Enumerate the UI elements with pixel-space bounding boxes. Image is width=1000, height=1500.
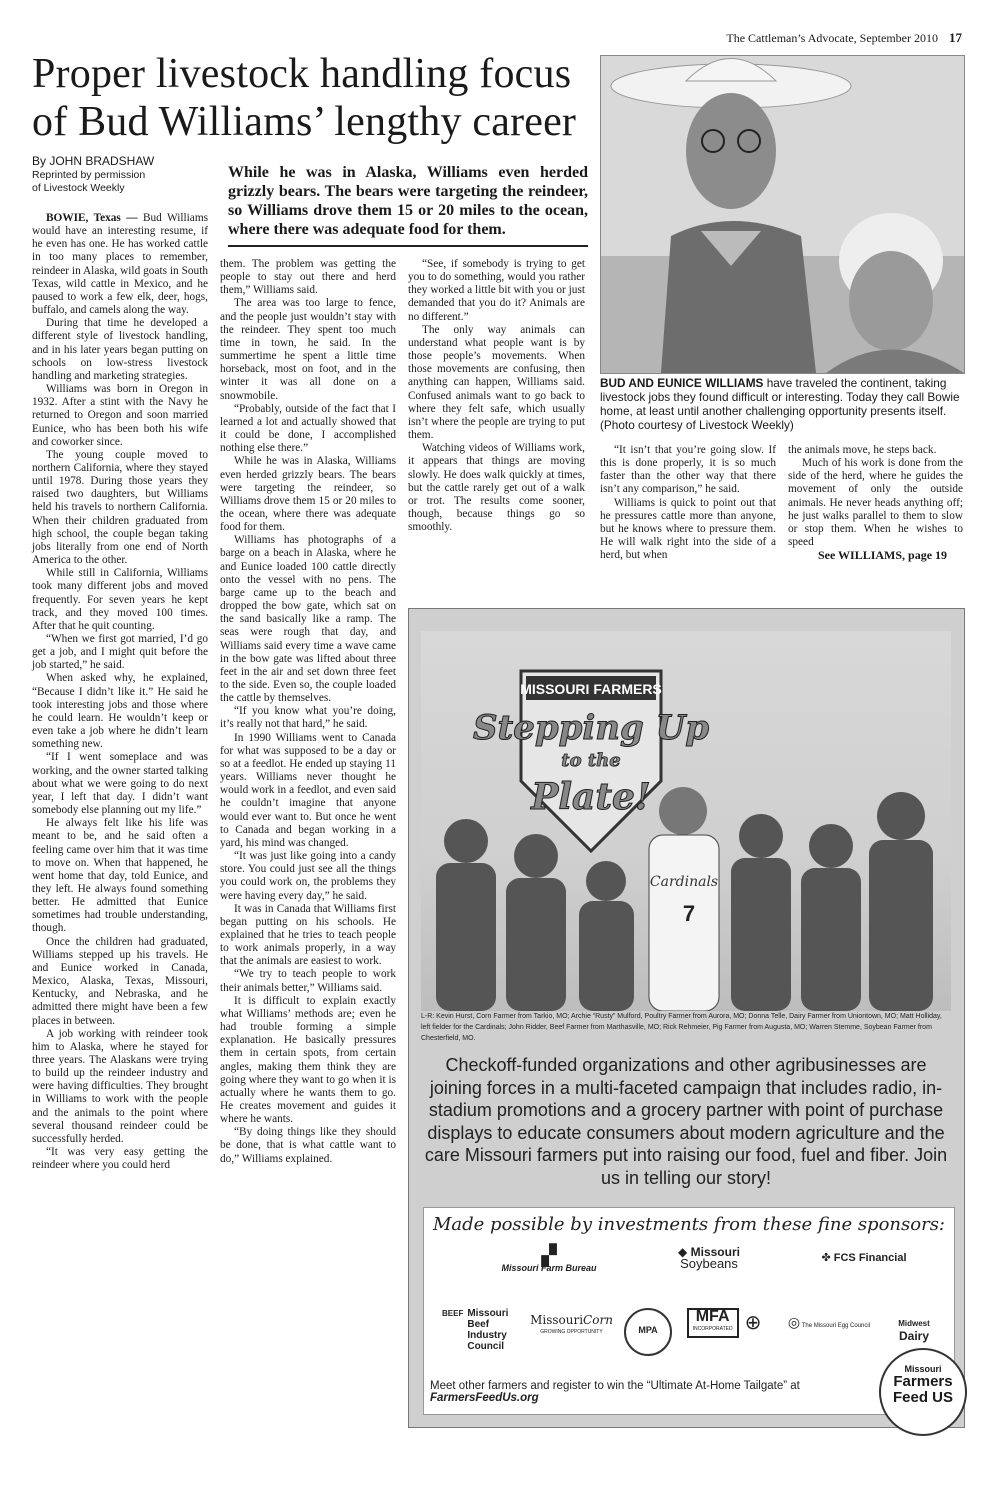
paragraph: “It isn’t that you’re going slow. If this is done properly, it is so much faster than the other way that there isn’t any comparison,” he said. bbox=[600, 444, 776, 496]
paragraph: He always felt like his life was meant to be, and he said often a feeling came over him that it was time to move on. When that happened, he went home that day, told Eunice, and they left. He always found something better. He admitted that Eunice sometimes had trouble understanding, though. bbox=[32, 817, 208, 935]
dateline: BOWIE, Texas — bbox=[46, 212, 138, 224]
paragraph: “See, if somebody is trying to get you to do something, would you rather they worked a little bit with you or just demanded that you do it? Animals are no different.” bbox=[408, 258, 585, 323]
paragraph: “It was very easy getting the reindeer where you could herd bbox=[32, 1146, 208, 1172]
article-column-4 bbox=[600, 444, 776, 562]
state-outline-icon: ◆ bbox=[678, 1245, 688, 1259]
continued-jump-line: See WILLIAMS, page 19 bbox=[817, 548, 948, 563]
farmersfeedus-link[interactable]: FarmersFeedUs.org bbox=[430, 1392, 539, 1404]
byline-source: of Livestock Weekly bbox=[32, 182, 125, 194]
paragraph: Williams was born in Oregon in 1932. After a stint with the Navy he returned to Oregon and soon married Eunice, who has been both his wife and coworker since. bbox=[32, 383, 208, 448]
article-column-5 bbox=[788, 444, 963, 562]
missouri-beef-industry-council-logo: BEEF Missouri Beef Industry Council bbox=[442, 1308, 509, 1352]
paragraph: “By doing things like they should be done, that is what cattle want to do,” Williams explained. bbox=[220, 1126, 396, 1165]
missouri-soybeans-logo: ◆ Missouri Soybeans bbox=[678, 1245, 740, 1271]
missouri-corn-logo: MissouriCorn GROWING OPPORTUNITY bbox=[530, 1313, 613, 1335]
paragraph: Much of his work is done from the side of the herd, where he guides the movement of only the outside animals. He never heads anything off; he just walks parallel to them to slow or stop them. When he wishes to speed bbox=[788, 457, 963, 549]
paragraph: In 1990 Williams went to Canada for what was supposed to be a day or so at a feedlot. He ended up staying 11 years. Williams never thought he would work in a feedlot, and even said he couldn’t imagine that anyone would ever want to. But once he went to Canada and began working in a yard, his mind was changed. bbox=[220, 731, 396, 849]
paragraph: “It was just like going into a candy store. You could just see all the things you could work on, the problems they were having every day,” he said. bbox=[220, 850, 396, 902]
article-column-3 bbox=[408, 258, 585, 534]
paragraph: BOWIE, Texas — Bud Williams would have an interesting resume, if he even has one. He has worked cattle in too many places to remember, reindeer in Alaska, wild goats in South Texas, wild cattle in Mexico, and he paused to work a few elk, deer, hogs, buffalo, and camels along the way. bbox=[32, 212, 209, 317]
article-column-2 bbox=[220, 258, 396, 1166]
paragraph: While he was in Alaska, Williams even herded grizzly bears. The bears were targeting the reindeer, so Williams drove them 15 or 20 miles to the ocean, where there was adequate food for them. bbox=[220, 455, 396, 534]
photo-bud-and-eunice-williams bbox=[600, 55, 965, 374]
ad-body-copy: Checkoff-funded organizations and other agribusinesses are joining forces in a multi-faceted campaign that includes radio, in-stadium promotions and a grocery partner with point of purchase displays to educate consumers about modern agriculture and the care Missouri farmers put into raising our food, fuel and fiber. Join us in telling our story! bbox=[424, 1055, 948, 1188]
sponsors-title: Made possible by investments from these fine sponsors: bbox=[433, 1214, 945, 1235]
byline-permission: Reprinted by permission bbox=[32, 168, 146, 181]
photo-caption bbox=[600, 376, 963, 432]
headline bbox=[32, 50, 592, 146]
missouri-pork-association-logo: MPA bbox=[624, 1308, 672, 1356]
fcs-emblem-icon: ✤ bbox=[821, 1252, 831, 1264]
paragraph: “If I went someplace and was working, and the owner started talking about what we were going to do next year, I left that day. I didn’t want somebody else planning out my life.” bbox=[32, 751, 208, 817]
farmers-group-illustration bbox=[421, 631, 951, 1011]
page-number: 17 bbox=[949, 30, 962, 45]
paragraph: the animals move, he steps back. bbox=[788, 444, 937, 456]
publication-date: The Cattleman’s Advocate, September 2010 bbox=[726, 31, 938, 45]
paragraph: “If you know what you’re doing, it’s really not that hard,” he said. bbox=[220, 705, 396, 731]
mfa-emblem-icon: ⊕ bbox=[744, 1312, 762, 1334]
paragraph: It was in Canada that Williams first began putting on his schools. He explained that he tries to teach people to work animals properly, in a way that the animals are easiest to work. bbox=[220, 902, 396, 968]
paragraph: Once the children had graduated, Williams stepped up his travels. He and Eunice worked in Canada, Mexico, Alaska, Texas, Missouri, Kentucky, and Nebraska, and he admitted there might have been a few places in between. bbox=[32, 935, 208, 1027]
banner-script-plate: Plate! bbox=[531, 776, 651, 818]
fcs-financial-logo: ✤ FCS Financial bbox=[821, 1252, 907, 1264]
paragraph: The area was too large to fence, and the people just wouldn’t stay with the reindeer. They spent too much time in town, he said. In the summertime he spent a little time horseback, most on foot, and in the winter it was all done on a snowmobile. bbox=[220, 297, 396, 402]
paragraph: Watching videos of Williams work, it appears that things are moving slowly. He does walk quickly at times, but the cattle rarely get out of a walk or trot. The results come sooner, though, because things go so smoothly. bbox=[408, 442, 585, 534]
article-column-1 bbox=[32, 212, 208, 1172]
missouri-farmers-feed-us-seal: Missouri Farmers Feed US bbox=[879, 1348, 967, 1436]
banner-title: MISSOURI FARMERS bbox=[520, 681, 662, 697]
sponsors-panel bbox=[423, 1207, 955, 1415]
mfa-incorporated-logo: MFA INCORPORATED ⊕ bbox=[679, 1308, 769, 1338]
paragraph: Williams has photographs of a barge on a beach in Alaska, where he and Eunice loaded 100 cattle directly onto the vessel with no pens. The barge came up to the beach and dropped the bow gate, which sat on the sand basically like a ramp. The seas were rough that day, and Williams said every time a wave came in the bow gate was lifted about three feet in the air and set down three feet to the side. Even so, the couple loaded the cattle by themselves. bbox=[220, 534, 396, 705]
midwest-dairy-logo: Midwest Dairy bbox=[898, 1319, 930, 1343]
paragraph: It is difficult to explain exactly what Williams’ methods are; even he had trouble forming a simple explanation. He basically pressures them in certain spots, from certain angles, making them think they are going where they want to go when it is actually where he wants them to go. He creates movement and guides it where he wants. bbox=[220, 994, 396, 1126]
couple-photo-illustration bbox=[601, 56, 964, 373]
paragraph: A job working with reindeer took him to Alaska, where he stayed for three years. The Alaskans were trying to build up the reindeer industry and were having difficulties. They brought in Williams to work with the people and the animals to the point where several thousand reindeer could be successfully herded. bbox=[32, 1027, 208, 1145]
farm-bureau-icon: ▞ bbox=[541, 1245, 557, 1267]
headline-line-2: of Bud Williams’ lengthy career bbox=[32, 99, 577, 145]
egg-icon: ◎ bbox=[787, 1314, 801, 1330]
paragraph: “Probably, outside of the fact that I learned a lot and actually showed that it could be done, I accomplished nothing else there.” bbox=[220, 402, 396, 455]
byline bbox=[32, 155, 222, 196]
banner-script-to-the: to the bbox=[561, 750, 621, 771]
jersey-lettering: Cardinals bbox=[649, 874, 719, 890]
pull-quote: While he was in Alaska, Williams even herded grizzly bears. The bears were targeting the reindeer, so Williams drove them 15 or 20 miles to the ocean, where there was adequate food for them. bbox=[228, 163, 588, 247]
paragraph: Williams is quick to point out that he pressures cattle more than anyone, but he knows where to pressure them. He will walk right into the side of a herd, but when bbox=[600, 496, 776, 562]
byline-author: By JOHN BRADSHAW bbox=[32, 154, 155, 168]
paragraph: “When we first got married, I’d go get a job, and I might quit before the job started,” he said. bbox=[32, 633, 208, 672]
headline-line-1: Proper livestock handling focus bbox=[32, 51, 572, 97]
running-head bbox=[600, 30, 962, 46]
ad-footer-text: Meet other farmers and register to win the “Ultimate At-Home Tailgate” at FarmersFeedUs.org bbox=[430, 1380, 800, 1404]
paragraph: them. The problem was getting the people to stay out there and herd them,” Williams said. bbox=[220, 258, 396, 297]
missouri-farm-bureau-logo: ▞ Missouri Farm Bureau bbox=[479, 1250, 619, 1274]
caption-lead: BUD AND EUNICE WILLIAMS bbox=[600, 376, 764, 390]
banner-script-stepping-up: Stepping Up bbox=[472, 708, 710, 748]
paragraph: When asked why, he explained, “Because I didn’t like it.” He said he took interesting jobs and those where he could learn. He wouldn’t keep or even take a job where he didn’t learn something new. bbox=[32, 672, 208, 751]
caption-text: have traveled the continent, taking livestock jobs they found difficult or interesting. Today they call Bowie home, at least until another challenging opportunity presents itself. (Photo courtesy of Livestock Weekly) bbox=[600, 376, 960, 432]
paragraph: During that time he developed a different style of livestock handling, and in his later years began putting on schools on low-stress livestock handling and marketing strategies. bbox=[32, 317, 208, 382]
ad-group-photo bbox=[421, 631, 951, 1011]
paragraph: “We try to teach people to work their animals better,” Williams said. bbox=[220, 968, 396, 994]
paragraph: The only way animals can understand what people want is by those people’s movements. When those movements are confusing, then anything can happen, Williams said. Confused animals want to go back to where they felt safe, which usually isn’t where the people are trying to put them. bbox=[408, 323, 585, 442]
missouri-farmers-advertisement bbox=[408, 608, 965, 1428]
paragraph: While still in California, Williams took many different jobs and moved frequently. For seven years he kept track, and they moved 100 times. After that he quit counting. bbox=[32, 567, 208, 632]
ad-photo-credits: L-R: Kevin Hurst, Corn Farmer from Tarkio, MO; Archie “Rusty” Mulford, Poultry Farmer from Aurora, MO; Donna Telle, Dairy Farmer from Uniontown, MO; Matt Holliday, left fielder for the Cardinals; John Ridder, Beef Farmer from Marthasville, MO; Rick Rehmeier, Pig Farmer from Augusta, MO; Warren Stemme, Soybean Farmer from Chesterfield, MO. bbox=[421, 1013, 942, 1042]
jersey-number: 7 bbox=[682, 901, 696, 926]
paragraph: The young couple moved to northern California, where they stayed until 1978. During those years they raised two daughters, but Williams held his travels to northern California. When their children graduated from high school, the couple began taking jobs literally from one end of North America to the other. bbox=[32, 448, 208, 567]
missouri-egg-council-logo: ◎ The Missouri Egg Council bbox=[787, 1314, 871, 1330]
